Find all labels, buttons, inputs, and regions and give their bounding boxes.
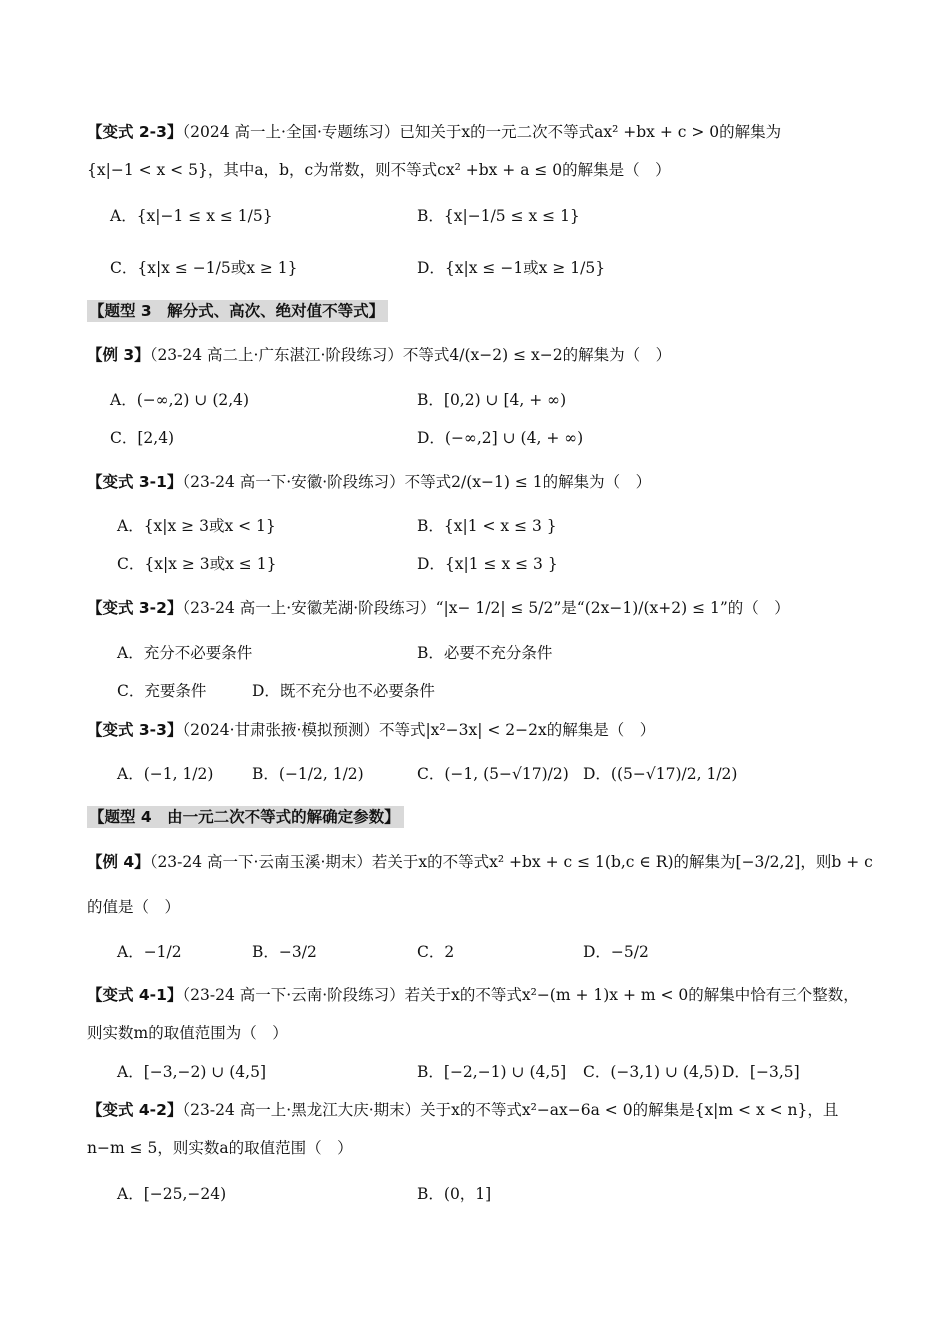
section-header-3: 【题型 3 解分式、高次、绝对值不等式】: [87, 300, 388, 322]
example-4-line-2: 的值是（ ）: [87, 898, 181, 916]
question-tag: 【变式 4-1】: [87, 986, 183, 1004]
question-text: （23-24 高一上·安徽芜湖·阶段练习）“|x− 1/2| ≤ 5/2”是“(2x−1)/(x+2) ≤ 1”的（ ）: [182, 599, 790, 617]
option-a: A．{x|x ≥ 3或x < 1}: [117, 517, 276, 535]
question-4-1-line-1: [87, 985, 859, 1005]
question-text: （23-24 高一下·云南玉溪·期末）若关于x的不等式x² +bx + c ≤ 1(b,c ∈ R)的解集为[−3/2,2]，则b + c: [149, 853, 873, 871]
question-tag: 【例 3】: [87, 346, 150, 364]
option-a: A．[−3,−2) ∪ (4,5]: [117, 1063, 266, 1081]
option-a: A．{x|−1 ≤ x ≤ 1/5}: [110, 207, 273, 225]
question-text: （2024·甘肃张掖·模拟预测）不等式|x²−3x| < 2−2x的解集是（ ）: [182, 721, 656, 739]
option-d: D．{x|1 ≤ x ≤ 3 }: [417, 555, 558, 573]
option-b: B．{x|−1/5 ≤ x ≤ 1}: [417, 207, 580, 225]
option-a: A．(−1, 1/2): [117, 765, 214, 783]
question-tag: 【变式 3-1】: [87, 473, 183, 491]
question-text: （2024 高一上·全国·专题练习）已知关于x的一元二次不等式ax² +bx + c > 0的解集为: [182, 123, 782, 141]
question-3-1-line: [87, 472, 651, 492]
option-d: D．−5/2: [583, 943, 649, 961]
example-3-line: [87, 345, 671, 365]
question-4-2-line-2: n−m ≤ 5，则实数a的取值范围（ ）: [87, 1139, 353, 1157]
option-d: D．{x|x ≤ −1或x ≥ 1/5}: [417, 259, 606, 277]
option-a: A．[−25,−24): [117, 1185, 227, 1203]
question-text: （23-24 高一下·云南·阶段练习）若关于x的不等式x²−(m + 1)x + m < 0的解集中恰有三个整数，: [182, 986, 859, 1004]
question-text: （23-24 高二上·广东湛江·阶段练习）不等式4/(x−2) ≤ x−2的解集为（ ）: [149, 346, 672, 364]
option-c: C．2: [417, 943, 455, 961]
option-c: C．{x|x ≤ −1/5或x ≥ 1}: [110, 259, 298, 277]
question-4-2-line-1: [87, 1100, 838, 1120]
question-tag: 【变式 3-3】: [87, 721, 183, 739]
section-header-4: 【题型 4 由一元二次不等式的解确定参数】: [87, 806, 404, 828]
question-3-2-line: [87, 598, 790, 618]
option-b: B．[0,2) ∪ [4, + ∞): [417, 391, 567, 409]
question-text: （23-24 高一下·安徽·阶段练习）不等式2/(x−1) ≤ 1的解集为（ ）: [182, 473, 652, 491]
option-c: C．{x|x ≥ 3或x ≤ 1}: [117, 555, 277, 573]
option-c: C．(−1, (5−√17)/2): [417, 765, 569, 783]
question-3-3-line: [87, 720, 655, 740]
option-d: D．[−3,5]: [722, 1063, 800, 1081]
question-4-1-line-2: 则实数m的取值范围为（ ）: [87, 1024, 288, 1042]
option-c: C．[2,4): [110, 429, 175, 447]
question-tag: 【变式 3-2】: [87, 599, 183, 617]
option-d: D．(−∞,2] ∪ (4, + ∞): [417, 429, 584, 447]
option-b: B．{x|1 < x ≤ 3 }: [417, 517, 557, 535]
question-text: （23-24 高一上·黑龙江大庆·期末）关于x的不等式x²−ax−6a < 0的解集是{x|m < x < n}，且: [182, 1101, 839, 1119]
option-c: C．充要条件: [117, 682, 207, 700]
option-d: D．既不充分也不必要条件: [252, 682, 435, 700]
example-4-line-1: [87, 852, 873, 872]
option-b: B．(0，1]: [417, 1185, 492, 1203]
option-a: A．−1/2: [117, 943, 182, 961]
option-a: A．(−∞,2) ∪ (2,4): [110, 391, 250, 409]
option-a: A．充分不必要条件: [117, 644, 253, 662]
option-b: B．[−2,−1) ∪ (4,5]: [417, 1063, 567, 1081]
option-d: D．((5−√17)/2, 1/2): [583, 765, 738, 783]
question-tag: 【变式 4-2】: [87, 1101, 183, 1119]
question-tag: 【变式 2-3】: [87, 123, 183, 141]
option-c: C．(−3,1) ∪ (4,5): [583, 1063, 720, 1081]
question-tag: 【例 4】: [87, 853, 150, 871]
question-2-3-line-1: [87, 122, 781, 142]
option-b: B．−3/2: [252, 943, 317, 961]
option-b: B．(−1/2, 1/2): [252, 765, 364, 783]
question-2-3-line-2: {x|−1 < x < 5}，其中a，b，c为常数，则不等式cx² +bx + a ≤ 0的解集是（ ）: [87, 161, 671, 179]
option-b: B．必要不充分条件: [417, 644, 553, 662]
